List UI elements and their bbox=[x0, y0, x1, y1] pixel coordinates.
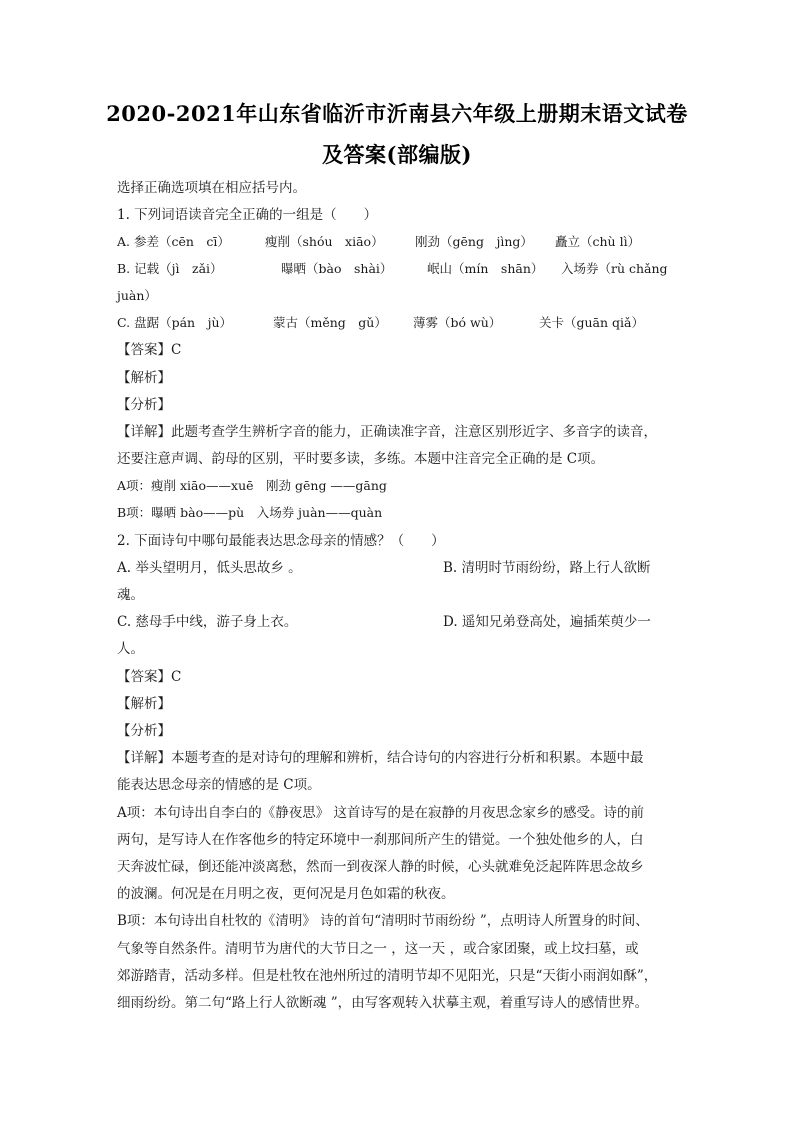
question-1-note-b: B项：曝晒 bào——pù 入场券 juàn——quàn bbox=[117, 505, 383, 520]
option-a-word-4: 矗立（chù lì） bbox=[555, 234, 641, 249]
option-b-word-4: 入场券（rù chǎng bbox=[561, 261, 668, 276]
question-1-answer: 【答案】C bbox=[117, 342, 182, 358]
question-2-analysis-a-2: 两句，是写诗人在作客他乡的特定环境中一刹那间所产生的错觉。一个独处他乡的人，白 bbox=[117, 832, 644, 848]
question-1-detail-1: 【详解】此题考查学生辨析字音的能力，正确读准字音，注意区别形近字、多音字的读音， bbox=[117, 424, 657, 440]
option-a-word-3: 刚劲（gēng jìng） bbox=[415, 234, 533, 249]
question-2-option-b-continued: 魂。 bbox=[117, 587, 144, 603]
option-c-word-1: C. 盘踞（pán jù） bbox=[117, 315, 232, 330]
question-2-option-b: B. 清明时节雨纷纷，路上行人欲断 bbox=[443, 560, 651, 576]
question-1-option-b-continued: juàn） bbox=[117, 288, 157, 303]
option-b-word-1: B. 记载（jì zǎi） bbox=[117, 261, 223, 276]
question-2-options-cd bbox=[117, 612, 677, 632]
option-c-word-3: 薄雾（bó wù） bbox=[413, 315, 502, 330]
question-2-option-d: D. 遥知兄弟登高处，遍插茱萸少一 bbox=[443, 614, 651, 630]
question-1-detail-2: 还要注意声调、韵母的区别，平时要多读，多练。本题中注音完全正确的是 C项。 bbox=[117, 451, 605, 467]
instructions: 选择正确选项填在相应括号内。 bbox=[117, 180, 306, 196]
question-1-stem: 1. 下列词语读音完全正确的一组是（ ） bbox=[117, 207, 378, 223]
question-2-analysis-b-4: 细雨纷纷。第二句“路上行人欲断魂 ”，由写客观转入状摹主观，着重写诗人的感情世界。 bbox=[117, 995, 649, 1011]
question-2-analysis-b-2: 气象等自然条件。清明节为唐代的大节日之一 ，这一天 ，或合家团聚，或上坟扫墓，或 bbox=[117, 941, 639, 957]
option-a-word-1: A. 参差（cēn cī） bbox=[117, 234, 230, 249]
question-2-analysis-a-4: 的波澜。何况是在月明之夜，更何况是月色如霜的秋夜。 bbox=[117, 886, 455, 902]
page-title-continued: 及答案(部编版) bbox=[322, 142, 472, 167]
option-c-word-4: 关卡（guān qiǎ） bbox=[539, 315, 644, 330]
question-2-analysis-b-3: 郊游踏青，活动多样。但是杜牧在池州所过的清明节却不见阳光，只是“天街小雨润如酥”， bbox=[117, 968, 658, 984]
question-2-detail-1: 【详解】本题考查的是对诗句的理解和辨析，结合诗句的内容进行分析和积累。本题中最 bbox=[117, 750, 644, 766]
option-a-word-2: 瘦削（shóu xiāo） bbox=[265, 234, 384, 249]
page-title: 2020-2021年山东省临沂市沂南县六年级上册期末语文试卷 bbox=[106, 101, 688, 126]
question-2-analysis-a-3: 天奔波忙碌，倒还能冲淡离愁，然而一到夜深人静的时候，心头就难免泛起阵阵思念故乡 bbox=[117, 859, 644, 875]
question-2-analysis-a-1: A项：本句诗出自李白的《静夜思》 这首诗写的是在寂静的月夜思念家乡的感受。诗的前 bbox=[117, 805, 645, 821]
question-2-option-c: C. 慈母手中线，游子身上衣。 bbox=[117, 614, 298, 630]
option-c-word-2: 蒙古（měng gǔ） bbox=[273, 315, 387, 330]
question-2-analysis-b-1: B项：本句诗出自杜牧的《清明》 诗的首句“清明时节雨纷纷 ”，点明诗人所置身的时间、 bbox=[117, 913, 649, 929]
question-2-stem: 2. 下面诗句中哪句最能表达思念母亲的情感？（ ） bbox=[117, 533, 445, 549]
question-2-option-d-continued: 人。 bbox=[117, 641, 144, 657]
question-2-detail-2: 能表达思念母亲的情感的是 C项。 bbox=[117, 777, 321, 793]
question-2-options-ab bbox=[117, 558, 677, 578]
question-2-answer: 【答案】C bbox=[117, 669, 182, 685]
question-2-fenxi: 【分析】 bbox=[117, 723, 171, 739]
question-1-fenxi: 【分析】 bbox=[117, 397, 171, 413]
option-b-word-3: 岷山（mín shān） bbox=[427, 261, 544, 276]
question-1-jiexi: 【解析】 bbox=[117, 370, 171, 386]
option-b-word-2: 曝晒（bào shài） bbox=[281, 261, 393, 276]
question-2-option-a: A. 举头望明月，低头思故乡 。 bbox=[117, 560, 302, 576]
question-1-note-a: A项：瘦削 xiāo——xuē 刚劲 gēng ——gāng bbox=[117, 478, 387, 493]
question-2-jiexi: 【解析】 bbox=[117, 696, 171, 712]
